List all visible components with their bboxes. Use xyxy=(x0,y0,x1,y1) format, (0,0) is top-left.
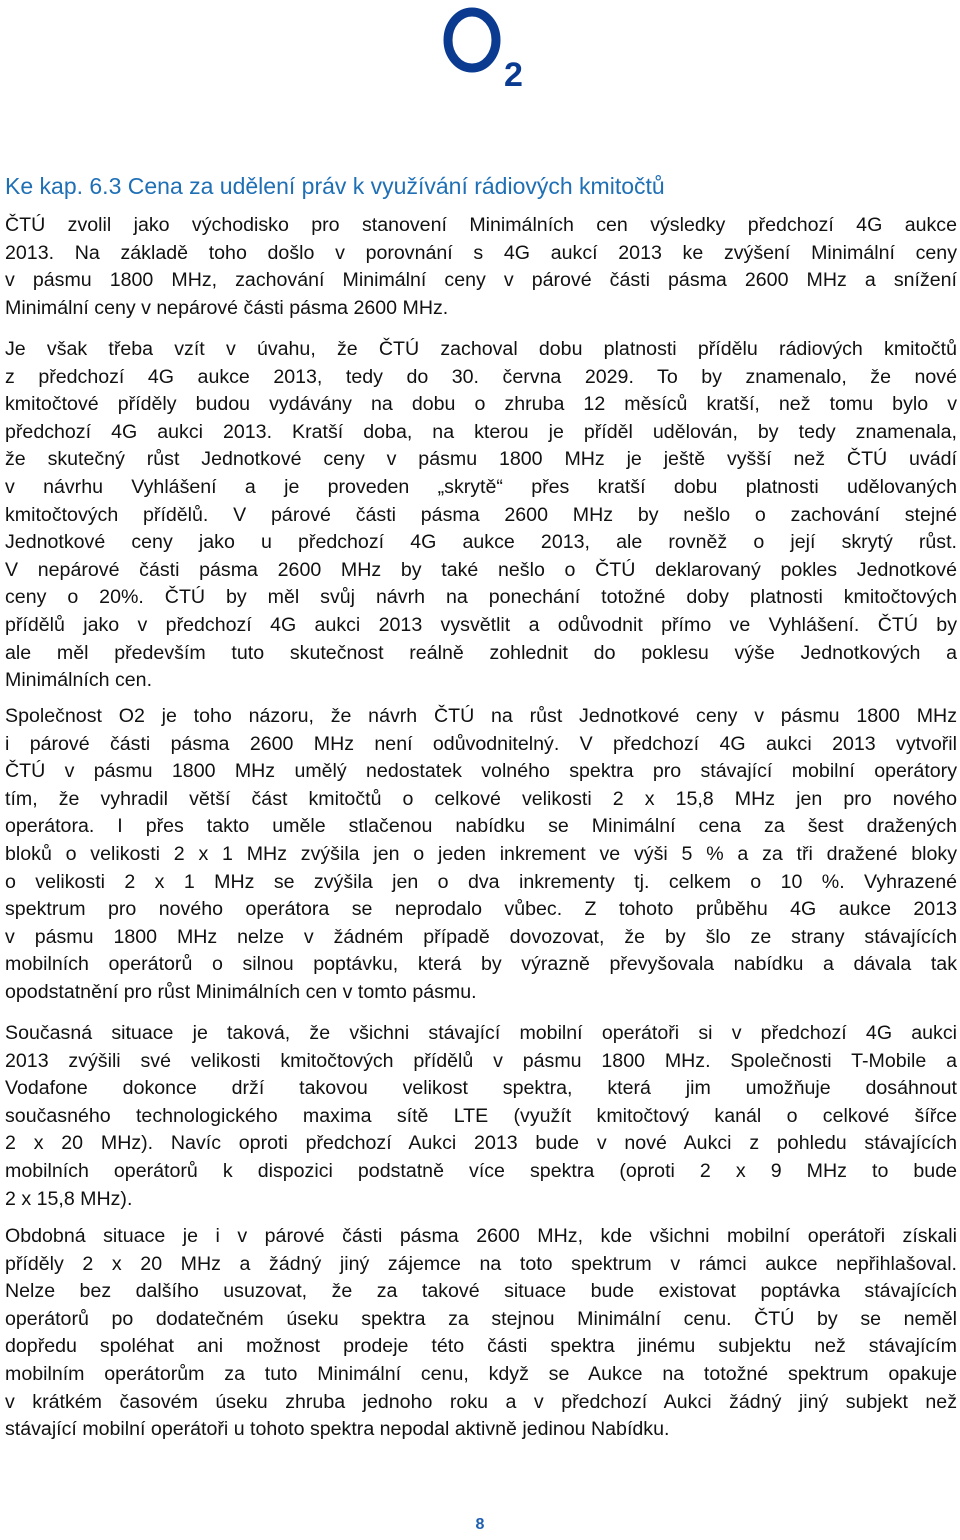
paragraph-2 xyxy=(5,336,957,695)
text-line: operátora. I přes takto uměle stlačenou nabídku se Minimální cena za šest dražených xyxy=(5,815,957,838)
text-line: příděly 2 x 20 MHz a žádný jiný zájemce na toto spektrum v rámci aukce nepřihlašoval. xyxy=(5,1252,957,1275)
text-line: v návrhu Vyhlášení a je proveden „skrytě“ přes kratší dobu platnosti udělovaných xyxy=(5,475,957,498)
paragraph-4 xyxy=(5,1020,957,1213)
text-line: Obdobná situace je i v párové části pásma 2600 MHz, kde všichni mobilní operátoři získali xyxy=(5,1225,957,1247)
text-line: Minimálních cen. xyxy=(5,669,153,692)
text-line: Současná situace je taková, že všichni stávající mobilní operátoři si v předchozí 4G aukci xyxy=(5,1022,957,1044)
text-line: spektrum pro nového operátora se neprodalo vůbec. Z tohoto průběhu 4G aukce 2013 xyxy=(5,898,957,921)
text-line: dopředu spoléhat ani možnost prodeje této části spektra jinému subjektu než stávajícím xyxy=(5,1335,957,1358)
text-line: operátorů po dodatečném úseku spektra za stejnou Minimální cenu. ČTÚ by se neměl xyxy=(5,1307,957,1330)
text-line: v pásmu 1800 MHz, zachování Minimální ceny v párové části pásma 2600 MHz a snížení xyxy=(5,269,957,292)
text-line: v pásmu 1800 MHz nelze v žádném případě dovozovat, že by šlo ze strany stávajících xyxy=(5,925,957,948)
text-line: mobilních operátorů k dispozici podstatně více spektra (oproti 2 x 9 MHz to bude xyxy=(5,1159,957,1182)
text-line: Jednotkové ceny jako u předchozí 4G aukce 2013, ale rovněž o její skrytý růst. xyxy=(5,531,957,554)
text-line: Je však třeba vzít v úvahu, že ČTÚ zachoval dobu platnosti přídělu rádiových kmitočtů xyxy=(5,338,957,360)
paragraph-5 xyxy=(5,1223,957,1444)
text-line: ČTÚ v pásmu 1800 MHz umělý nedostatek volného spektra pro stávající mobilní operátory xyxy=(5,760,957,783)
text-line: Nelze bez dalšího usuzovat, že za takové situace bude existovat poptávka stávajících xyxy=(5,1280,957,1303)
text-line: stávající mobilní operátoři u tohoto spektra nepodal aktivně jedinou Nabídku. xyxy=(5,1418,670,1441)
o2-logo-subscript: 2 xyxy=(504,56,523,92)
text-line: ale měl především tuto skutečnost reálně zohlednit do poklesu výše Jednotkových a xyxy=(5,641,957,664)
text-line: z předchozí 4G aukce 2013, tedy do 30. června 2029. To by znamenalo, že nové xyxy=(5,365,957,388)
text-line: tím, že vyhradil větší část kmitočtů o celkové velikosti 2 x 15,8 MHz jen pro nového xyxy=(5,787,957,810)
text-line: Minimální ceny v nepárové části pásma 2600 MHz. xyxy=(5,296,449,319)
paragraph-1 xyxy=(5,212,957,322)
page-number: 8 xyxy=(475,1516,485,1533)
text-line: současného technologického maxima sítě LTE (využít kmitočtový kanál o celkové šířce xyxy=(5,1104,957,1127)
text-line: ceny o 20%. ČTÚ by měl svůj návrh na ponechání totožné doby platnosti kmitočtových xyxy=(5,586,957,609)
text-line: kmitočtových přídělů. V párové části pásma 2600 MHz by nešlo o zachování stejné xyxy=(5,503,957,526)
text-line: i párové části pásma 2600 MHz není odůvodnitelný. V předchozí 4G aukci 2013 vytvořil xyxy=(5,732,957,755)
text-line: 2 x 20 MHz). Navíc oproti předchozí Aukci 2013 bude v nové Aukci z pohledu stávajících xyxy=(5,1132,957,1155)
text-line: v krátkém časovém úseku zhruba jednoho roku a v předchozí Aukci žádný jiný subjekt než xyxy=(5,1390,957,1413)
paragraph-3 xyxy=(5,703,957,1007)
text-line: ČTÚ zvolil jako východisko pro stanovení Minimálních cen výsledky předchozí 4G aukce xyxy=(5,214,957,236)
text-line: 2 x 15,8 MHz). xyxy=(5,1187,133,1210)
text-line: opodstatnění pro růst Minimálních cen v tomto pásmu. xyxy=(5,980,477,1003)
text-line: 2013. Na základě toho došlo v porovnání s 4G aukcí 2013 ke zvýšení Minimální ceny xyxy=(5,241,957,264)
text-line: V nepárové části pásma 2600 MHz by také nešlo o ČTÚ deklarovaný pokles Jednotkové xyxy=(5,558,957,581)
text-line: mobilních operátorů o silnou poptávku, která by výrazně převyšovala nabídku a dávala tak xyxy=(5,953,957,976)
text-line: 2013 zvýšili své velikosti kmitočtových přídělů v pásmu 1800 MHz. Společnosti T-Mobile a xyxy=(5,1049,957,1072)
section-heading: Ke kap. 6.3 Cena za udělení práv k využívání rádiových kmitočtů xyxy=(5,173,665,199)
text-line: mobilním operátorům za tuto Minimální cenu, když se Aukce na totožné spektrum opakuje xyxy=(5,1362,957,1385)
text-line: kmitočtové příděly budou vydávány na dobu o zhruba 12 měsíců kratší, než tomu bylo v xyxy=(5,393,957,416)
text-line: předchozí 4G aukci 2013. Kratší doba, na kterou je příděl udělován, by tedy znamenala, xyxy=(5,420,957,443)
text-line: o velikosti 2 x 1 MHz se zvýšila jen o dva inkrementy tj. celkem o 10 %. Vyhrazené xyxy=(5,870,957,893)
o2-logo-letter-o xyxy=(448,12,496,68)
text-line: bloků o velikosti 2 x 1 MHz zvýšila jen o jeden inkrement ve výši 5 % a za tři dražené bloky xyxy=(5,842,957,865)
text-line: že skutečný růst Jednotkové ceny v pásmu 1800 MHz je ještě vyšší než ČTÚ uvádí xyxy=(5,448,957,471)
text-line: přídělů jako v předchozí 4G aukci 2013 vysvětlit a odůvodnit přímo ve Vyhlášení. ČTÚ by xyxy=(5,613,957,636)
o2-logo xyxy=(440,2,540,92)
text-line: Vodafone dokonce drží takovou velikost spektra, která jim umožňuje dosáhnout xyxy=(5,1077,957,1100)
text-line: Společnost O2 je toho názoru, že návrh ČTÚ na růst Jednotkové ceny v pásmu 1800 MHz xyxy=(5,705,957,727)
